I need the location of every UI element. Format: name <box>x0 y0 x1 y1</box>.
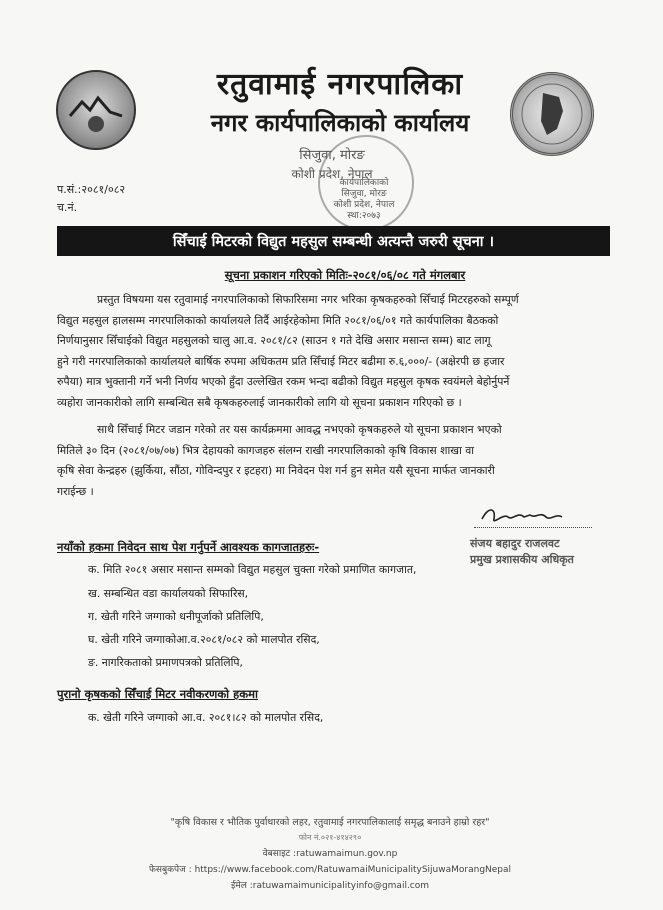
office-stamp-text: कार्यपालिकाको सिजुवा, मोरङ कोशी प्रदेश, नेपाल स्था:२०७३ <box>333 178 395 221</box>
footer-website: वेबसाइट :ratuwamaimun.gov.np <box>262 849 398 859</box>
list-item: ग. खेती गरिने जग्गाको धनीपूर्जाको प्रतिलिपि, <box>88 610 264 623</box>
government-emblem-icon <box>56 70 136 150</box>
office-place: सिजुवा, मोरङ <box>299 148 365 163</box>
signatory-name: संजय बहादुर राजलवट <box>470 537 560 550</box>
list-item: क. खेती गरिने जग्गाको आ.व. २०८१।८२ को मालपोत रसिद, <box>88 711 324 724</box>
notice-banner <box>57 226 610 256</box>
signatory-role: प्रमुख प्रशासकीय अधिकृत <box>470 553 574 566</box>
notice-banner-text: सिँचाई मिटरको विद्युत महसुल सम्बन्धी अत्यन्तै जरुरी सूचना । <box>172 234 495 250</box>
office-province: कोशी प्रदेश, नेपाल <box>291 167 373 181</box>
footer-facebook: फेसबुकपेज : https://www.facebook.com/RatuwamaiMunicipalitySijuwaMorangNepal <box>148 865 512 875</box>
footer-email: ईमेल :ratuwamaimunicipalityinfo@gmail.com <box>230 881 430 891</box>
dispatch-number: च.नं. <box>57 201 78 214</box>
renewal-heading: पुरानो कृषकको सिँचाई मिटर नवीकरणको हकमा <box>57 687 258 701</box>
notice-paragraph-2: साथै सिँचाई मिटर जडान गरेको तर यस कार्यक्रममा आवद्ध नभएको कृषकहरुले यो सूचना प्रकाशन भएको मितिले ३० दिन (२०८१/०७/०७) भित्र देहायको कागजहरु संलग्न राखी नगरपालिकाको कृषि विकास शाखा वा कृषि सेवा केन्द्रहरु (झुर्किया, सौंठा, गोविन्दपुर र इटहरा) मा निवेदन पेश गर्न हुन समेत यसै सूचना मार्फत जानकारी गराईन्छ । <box>57 423 502 498</box>
footer-slogan: "कृषि विकास र भौतिक पुर्वाधारको लहर, रतुवामाई नगरपालिकालाई समृद्ध बनाउने हाम्रो रहर" <box>170 817 490 828</box>
new-applicant-heading: नयाँको हकमा निवेदन साथ पेश गर्नुपर्ने आवश्यक कागजातहरुः- <box>57 540 320 554</box>
publication-date: सूचना प्रकाशन गरिएको मितिः-२०८१/०६/०८ गते मंगलबार <box>224 268 466 282</box>
list-item: घ. खेती गरिने जग्गाकोआ.व.२०८१/०८२ को मालपोत रसिद, <box>88 633 320 646</box>
list-item: ख. सम्बन्धित वडा कार्यालयको सिफारिस, <box>88 587 249 600</box>
office-subtitle: नगर कार्यपालिकाको कार्यालय <box>210 108 470 137</box>
footer-phone: फोन नं.०२१-४१४२९० <box>298 833 362 842</box>
list-item: क. मिति २०८१ असार मसान्त सम्मको विद्युत महसुल चुक्ता गरेको प्रमाणित कागजात, <box>88 563 417 576</box>
notice-paragraph-1: प्रस्तुत विषयमा यस रतुवामाई नगरपालिकाको सिफारिसमा नगर भरिका कृषकहरुको सिँचाई मिटरहरुको सम्पूर्ण विद्युत महसुल हालसम्म नगरपालिकाको कार्यालयले तिर्दै आईरहेकोमा मिति २०८१/०६/०१ गते कार्यपालिका बैठकको निर्णयानुसार सिँचाईको विद्युत महसुलको चालु आ.व. २०८१/८२ (साउन १ गते देखि असार मसान्त सम्म) बाट लागू हुने गरी नगरपालिकाको कार्यालयले बार्षिक रुपमा अधिकतम प्रति सिँचाई मिटर बढीमा रु.६,०००/- (अक्षेरपी छ हजार रुपैया) मात्र भुक्तानी गर्ने भनी निर्णय भएको हुँदा उल्लेखित रकम भन्दा बढीको विद्युत महसुल कृषक स्वयंमले बेहोर्नुपर्ने व्यहोरा जानकारीको लागि सम्बन्धित सबै कृषकहरुलाई जानकारीको लागि यो सूचना प्रकाशन गरिएको छ । <box>57 293 519 409</box>
letter-number: प.सं.:२०८१/०८२ <box>57 183 126 196</box>
municipality-title: रतुवामाई नगरपालिका <box>216 67 464 102</box>
list-item: ङ. नागरिकताको प्रमाणपत्रको प्रतिलिपि, <box>88 656 243 669</box>
signature-line <box>474 527 592 528</box>
signature-image <box>478 505 578 527</box>
